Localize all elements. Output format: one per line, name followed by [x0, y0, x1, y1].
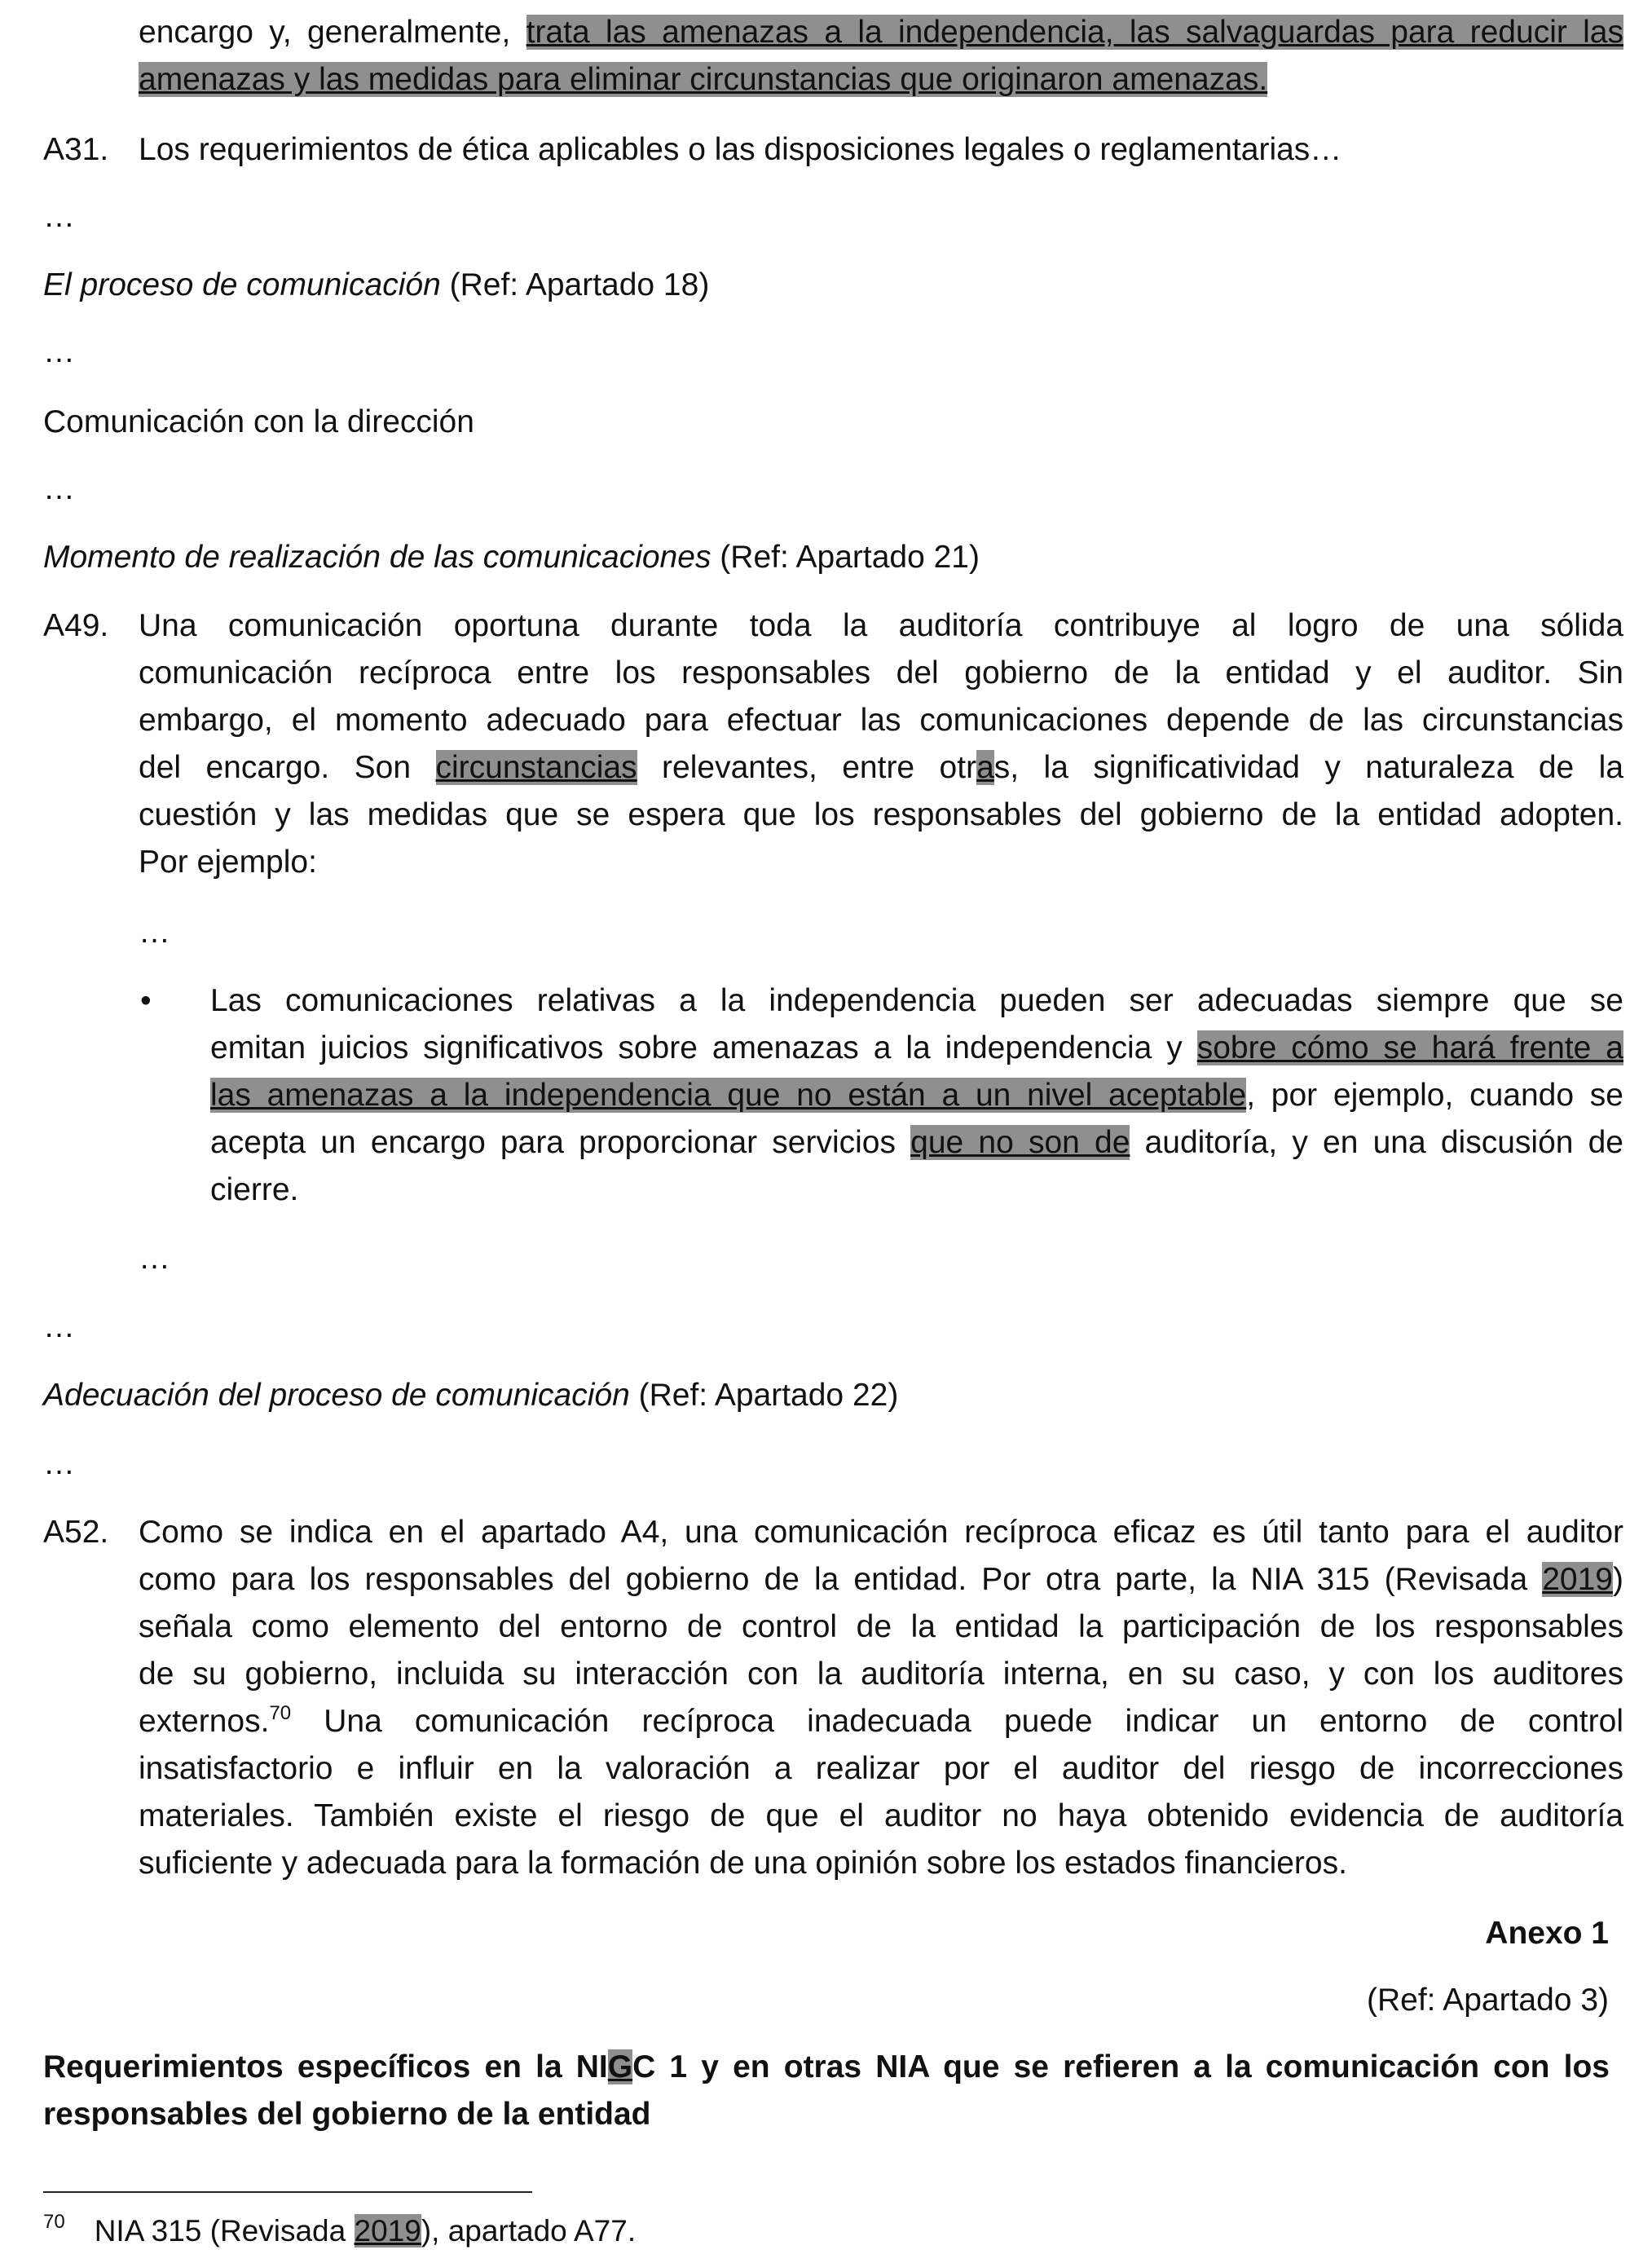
paragraph-a49-line: embargo, el momento adecuado para efectuar las comunicaciones depende de las circunstancias — [139, 703, 1623, 738]
highlight: 2019 — [1542, 1562, 1613, 1597]
paragraph-a52-line: señala como elemento del entorno de control de la entidad la participación de los responsables — [139, 1609, 1623, 1644]
paragraph-a52-line: insatisfactorio e influir en la valoración a realizar por el auditor del riesgo de incorrecciones — [139, 1751, 1623, 1786]
paragraph-number-a49: A49. — [43, 608, 109, 643]
highlight: G — [607, 2049, 633, 2084]
ellipsis: … — [139, 915, 170, 950]
footnote-reference[interactable]: 70 — [269, 1702, 292, 1724]
footnote: $^{70}$ NIA 315 (Revisada 2019), apartado A77. — [43, 2211, 637, 2248]
paragraph-a52-line: externos.$^{70}$ Una comunicación recíproca inadecuada puede indicar un entorno de control — [139, 1702, 1623, 1739]
section-heading-momento: Momento de realización de las comunicaciones (Ref: Apartado 21) — [43, 540, 980, 575]
highlight: trata las amenazas a la independencia, las salvaguardas para reducir las — [526, 15, 1623, 50]
ellipsis: … — [43, 1446, 75, 1481]
ellipsis: … — [43, 1309, 75, 1344]
bullet-line: acepta un encargo para proporcionar servicios que no son de auditoría, y en una discusión de — [210, 1125, 1623, 1160]
paragraph-a52-line: de su gobierno, incluida su interacción con la auditoría interna, en su caso, y con los auditores — [139, 1656, 1623, 1692]
bullet-line: cierre. — [210, 1172, 299, 1207]
highlight: sobre cómo se hará frente a — [1196, 1030, 1623, 1065]
section-heading-adecuacion: Adecuación del proceso de comunicación (Ref: Apartado 22) — [43, 1378, 899, 1413]
ellipsis: … — [43, 199, 75, 234]
highlight: que no son de — [910, 1125, 1130, 1160]
annex-heading-line: Requerimientos específicos en la NIGC 1 y en otras NIA que se refieren a la comunicación con los — [43, 2049, 1610, 2084]
ellipsis: … — [139, 1241, 170, 1276]
highlight: a — [976, 750, 994, 785]
paragraph-a52-line: como para los responsables del gobierno de la entidad. Por otra parte, la NIA 315 (Revisada 2019) — [139, 1562, 1623, 1597]
top-line-1: encargo y, generalmente, trata las amenazas a la independencia, las salvaguardas para reducir las — [139, 15, 1623, 50]
ellipsis: … — [43, 334, 75, 369]
bullet-line: las amenazas a la independencia que no están a un nivel aceptable, por ejemplo, cuando se — [210, 1078, 1623, 1113]
paragraph-a49-line: comunicación recíproca entre los responsables del gobierno de la entidad y el auditor. Sin — [139, 655, 1623, 690]
paragraph-a31: Los requerimientos de ética aplicables o las disposiciones legales o reglamentarias… — [139, 132, 1342, 167]
annex-heading-line: responsables del gobierno de la entidad — [43, 2097, 651, 2132]
paragraph-a52-line: Como se indica en el apartado A4, una comunicación recíproca eficaz es útil tanto para el auditor — [139, 1515, 1623, 1550]
paragraph-number-a31: A31. — [43, 132, 109, 167]
annex-title: Anexo 1 — [1485, 1916, 1609, 1951]
paragraph-number-a52: A52. — [43, 1515, 109, 1550]
section-heading-proceso: El proceso de comunicación (Ref: Apartado 18) — [43, 267, 710, 302]
bullet-marker: • — [140, 983, 152, 1018]
highlight: circunstancias — [435, 750, 637, 785]
footnote-number: 70 — [43, 2211, 65, 2233]
ellipsis: … — [43, 471, 75, 506]
section-heading-direccion: Comunicación con la dirección — [43, 404, 474, 439]
bullet-line: emitan juicios significativos sobre amenazas a la independencia y sobre cómo se hará frente a — [210, 1030, 1623, 1065]
paragraph-a52-line: materiales. También existe el riesgo de que el auditor no haya obtenido evidencia de auditoría — [139, 1798, 1623, 1833]
highlight: amenazas y las medidas para eliminar circunstancias que originaron amenazas. — [139, 62, 1268, 97]
paragraph-a49-line: del encargo. Son circunstancias relevantes, entre otras, la significatividad y naturaleza de la — [139, 750, 1624, 785]
paragraph-a49-line: cuestión y las medidas que se espera que los responsables del gobierno de la entidad adopten. — [139, 797, 1623, 832]
annex-ref: (Ref: Apartado 3) — [1367, 1983, 1609, 2018]
paragraph-a49-line: Una comunicación oportuna durante toda la auditoría contribuye al logro de una sólida — [139, 608, 1623, 643]
highlight: 2019 — [354, 2214, 421, 2248]
paragraph-a52-line: suficiente y adecuada para la formación de una opinión sobre los estados financieros. — [139, 1846, 1347, 1881]
paragraph-a49-line: Por ejemplo: — [139, 845, 317, 880]
highlight: las amenazas a la independencia que no están a un nivel aceptable — [210, 1078, 1247, 1113]
footnote-divider — [43, 2191, 532, 2193]
bullet-line: Las comunicaciones relativas a la independencia pueden ser adecuadas siempre que se — [210, 983, 1623, 1018]
top-line-2 — [139, 64, 1267, 95]
